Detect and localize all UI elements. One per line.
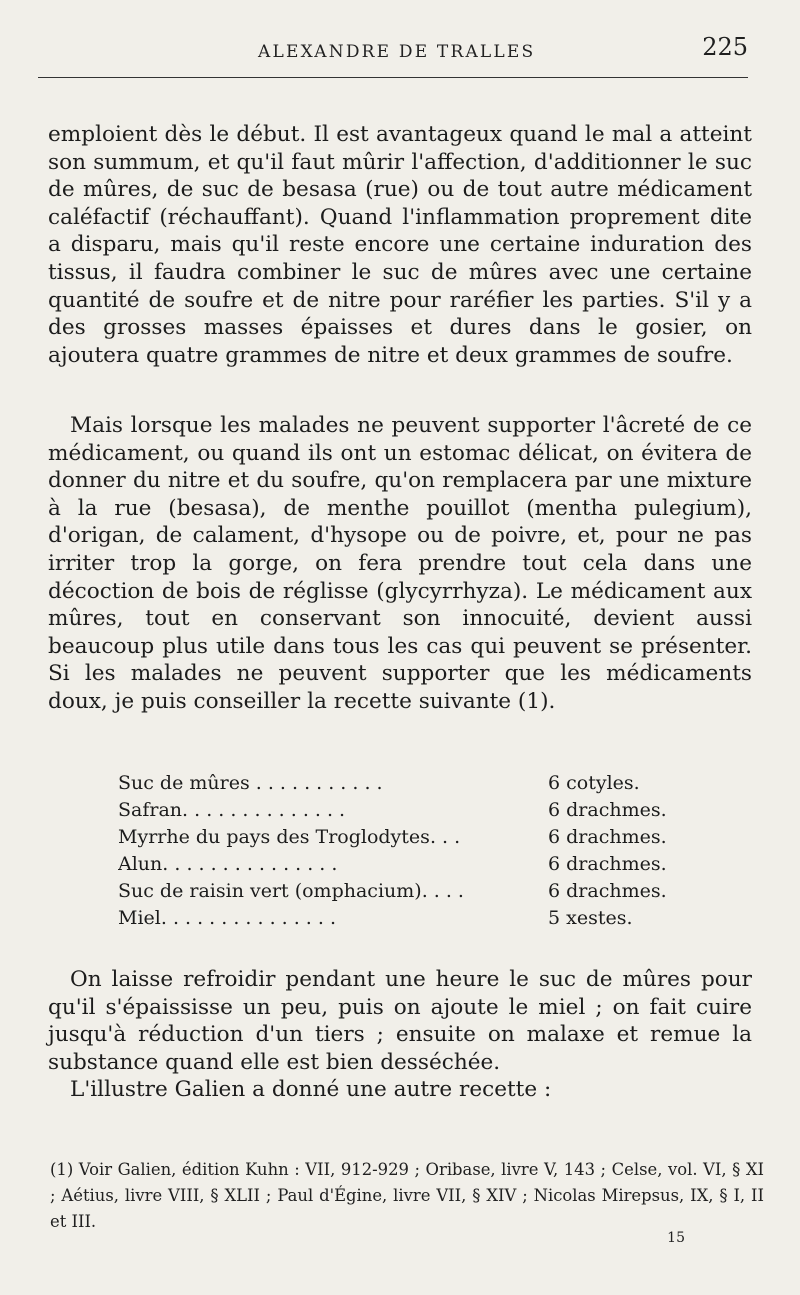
ingredient-name: Myrrhe du pays des Troglodytes [118,826,430,848]
running-head [38,32,748,72]
paragraph-text: Mais lorsque les malades ne peuvent supporter l'âcreté de ce médicament, ou quand ils ont un estomac délicat, on évitera de donner du nitre et du soufre, qu'on remplacera par une mixture à la rue (besasa), de menthe pouillot (mentha pulegium), d'origan, de calament, d'hysope ou de poivre, et, pour ne pas irriter trop la gorge, on fera prendre tout cela dans une décoction de bois de réglisse (glycyrrhyza). Le médicament aux mûres, tout en conservant son innocuité, devient aussi beaucoup plus utile dans tous les cas qui peuvent se présenter. Si les malades ne peuvent supporter que les médicaments doux, je puis conseiller la recette suivante (1). [48,413,752,714]
recipe-ingredient [118,824,548,851]
recipe-ingredient [118,878,548,905]
page-number: 225 [702,33,748,61]
main-paragraph-2 [48,412,752,716]
dot-leader: . . . . . . . . . . . . . . . [160,907,337,929]
footnote [50,1157,764,1235]
recipe-row [118,905,703,932]
recipe-ingredient [118,851,548,878]
recipe-row [118,878,703,905]
running-head-title: ALEXANDRE DE TRALLES [258,42,536,62]
ingredient-name: Alun [118,853,163,875]
dot-leader: . . . . . . . . . . . . . . [182,799,346,821]
recipe-quantity: 6 drachmes. [548,799,667,821]
signature-mark: 15 [667,1230,685,1246]
recipe-quantity: 6 drachmes. [548,853,667,875]
recipe-row [118,824,703,851]
ingredient-name: Suc de mûres [118,772,250,794]
dot-leader: . . . . . . . . . . . [249,772,383,794]
ingredient-name: Safran [118,799,183,821]
dot-leader: . . . . [421,880,464,902]
recipe-quantity: 6 drachmes. [548,880,667,902]
main-paragraph-1 [48,121,752,369]
ingredient-name: Miel [118,907,161,929]
recipe-row [118,851,703,878]
recipe-quantity: 5 xestes. [548,907,633,929]
recipe-ingredient [118,770,548,797]
paragraph-text: emploient dès le début. Il est avantageux quand le mal a atteint son summum, et qu'il faut mûrir l'affection, d'additionner le suc de mûres, de suc de besasa (rue) ou de tout autre médicament caléfactif (réchauffant). Quand l'inflammation proprement dite a disparu, mais qu'il reste encore une certaine induration des tissus, il faudra combiner le suc de mûres avec une certaine quantité de soufre et de nitre pour raréfier les parties. S'il y a des grosses masses épaisses et dures dans le gosier, on ajoutera quatre grammes de nitre et deux grammes de soufre. [48,122,752,368]
recipe-row [118,770,703,797]
footnote-text: (1) Voir Galien, édition Kuhn : VII, 912-929 ; Oribase, livre V, 143 ; Celse, vol. VI, § XI ; Aétius, livre VIII, § XLII ; Paul d'Égine, livre VII, § XIV ; Nicolas Mirepsus, IX, § I, II et III. [50,1160,764,1231]
ingredient-name: Suc de raisin vert (omphacium) [118,880,422,902]
recipe-ingredient [118,797,548,824]
dot-leader: . . . . . . . . . . . . . . . [162,853,338,875]
paragraph-text: L'illustre Galien a donné une autre recette : [70,1077,552,1103]
recipe-ingredient [118,905,548,932]
recipe-table [118,770,703,932]
recipe-row [118,797,703,824]
dot-leader: . . . [429,826,461,848]
paragraph-text: On laisse refroidir pendant une heure le suc de mûres pour qu'il s'épaississe un peu, puis on ajoute le miel ; on fait cuire jusqu'à réduction d'un tiers ; ensuite on malaxe et remue la substance quand elle est bien desséchée. [48,967,752,1075]
recipe-quantity: 6 cotyles. [548,772,640,794]
recipe-quantity: 6 drachmes. [548,826,667,848]
header-rule [38,77,748,78]
main-paragraph-3 [48,966,752,1104]
